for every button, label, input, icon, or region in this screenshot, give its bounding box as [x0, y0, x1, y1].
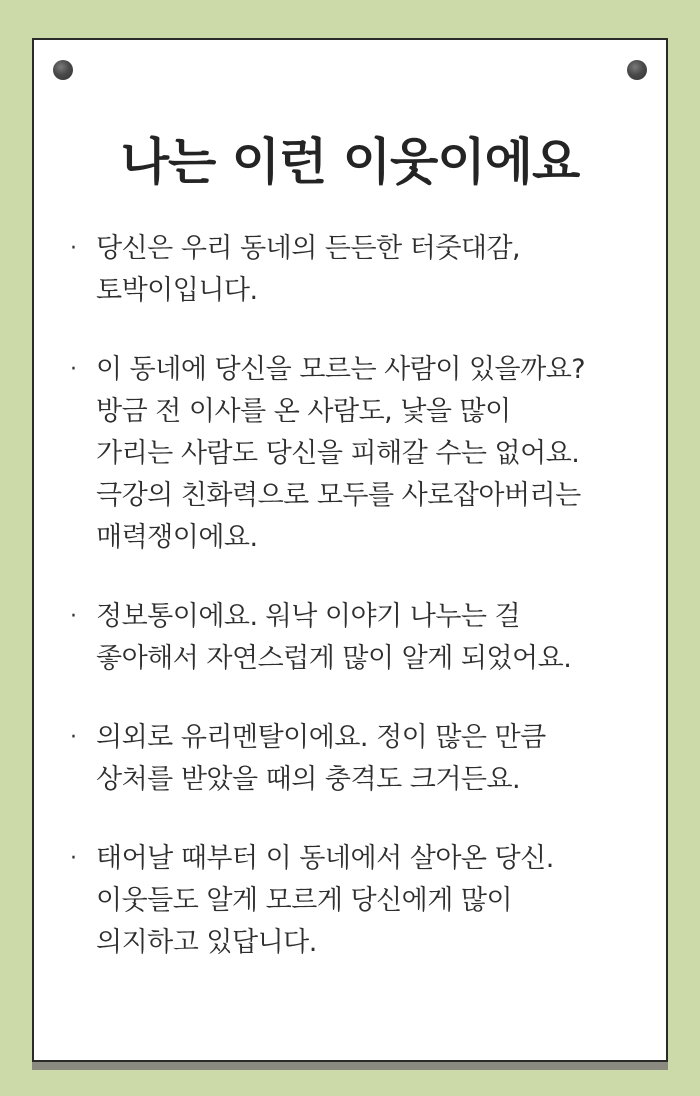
item-line: 가리는 사람도 당신을 피해갈 수는 없어요. [96, 438, 580, 469]
bullet-icon: · [70, 357, 77, 382]
list-item [34, 717, 666, 801]
item-line: 의외로 유리멘탈이에요. 정이 많은 만큼 [96, 722, 546, 753]
item-line: 당신은 우리 동네의 든든한 터줏대감, [96, 233, 521, 264]
item-line: 토박이입니다. [96, 275, 258, 306]
item-line: 방금 전 이사를 온 사람도, 낯을 많이 [96, 396, 511, 427]
notice-card [32, 38, 668, 1062]
item-line: 상처를 받았을 때의 충격도 크거든요. [96, 764, 521, 795]
item-line: 좋아해서 자연스럽게 많이 알게 되었어요. [96, 643, 572, 674]
item-line: 매력쟁이에요. [96, 522, 258, 553]
list-item [34, 349, 666, 559]
bullet-icon: · [70, 604, 77, 629]
pin-icon [53, 60, 73, 80]
item-line: 이웃들도 알게 모르게 당신에게 많이 [96, 885, 513, 916]
bullet-icon: · [70, 846, 77, 871]
pin-icon [627, 60, 647, 80]
list-item [34, 838, 666, 964]
item-line: 태어날 때부터 이 동네에서 살아온 당신. [96, 843, 554, 874]
item-line: 정보통이에요. 워낙 이야기 나누는 걸 [96, 601, 521, 632]
description-list [34, 228, 666, 1001]
item-line: 의지하고 있답니다. [96, 927, 317, 958]
item-line: 이 동네에 당신을 모르는 사람이 있을까요? [96, 354, 586, 385]
list-item [34, 596, 666, 680]
list-item [34, 228, 666, 312]
bullet-icon: · [70, 725, 77, 750]
bullet-icon: · [70, 236, 77, 261]
item-line: 극강의 친화력으로 모두를 사로잡아버리는 [96, 480, 581, 511]
page-title: 나는 이런 이웃이에요 [120, 132, 580, 191]
